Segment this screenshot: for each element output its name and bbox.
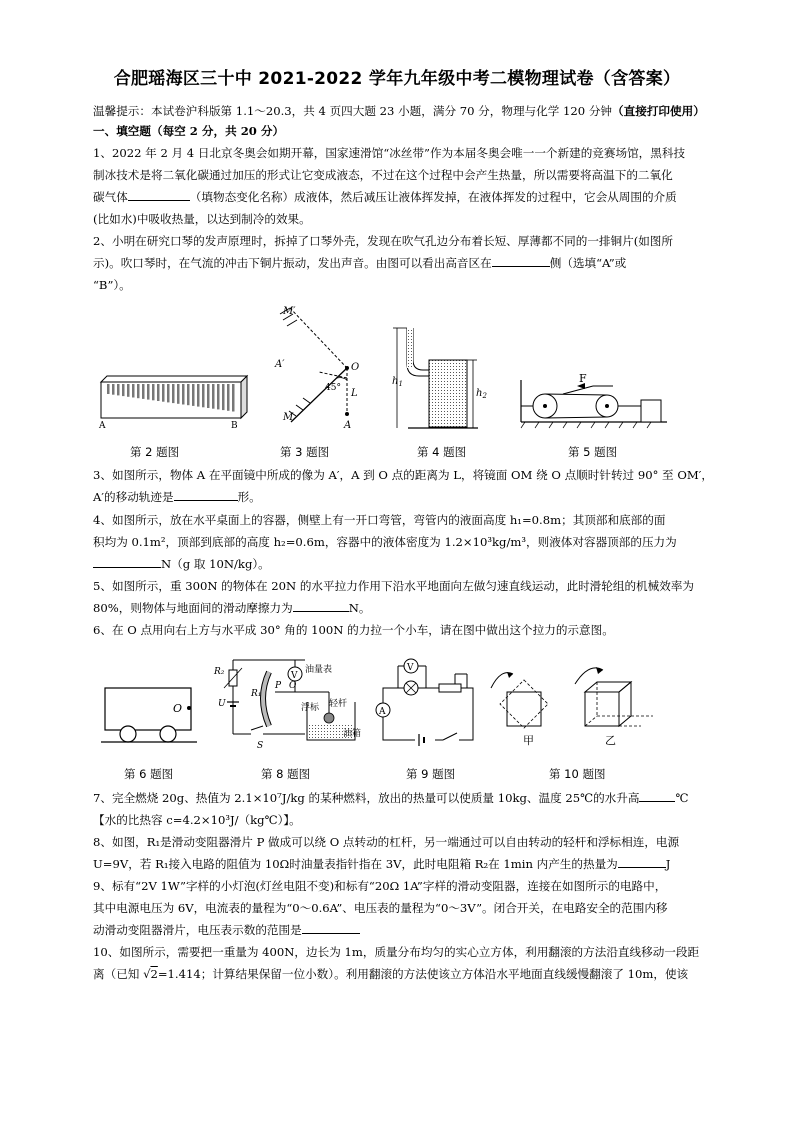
q3-answer-blank[interactable]	[174, 488, 238, 501]
harmonica-reed	[152, 384, 155, 400]
harmonica-reed	[202, 384, 205, 407]
harmonica-reed	[147, 384, 150, 400]
q2-text-b: 侧（选填“A”或	[549, 256, 627, 270]
fig4-caption: 第 4 题图	[417, 445, 467, 459]
q8-answer-blank[interactable]	[618, 855, 666, 868]
q9-answer-blank[interactable]	[302, 921, 360, 934]
harmonica-reed	[187, 384, 190, 405]
q8-text-b: J	[665, 857, 671, 871]
fig6-caption: 第 6 题图	[124, 767, 174, 781]
q1-line2: 制冰技术是将二氧化碳通过加压的形式让它变成液态，不过在这个过程中会产生热量，所以需要将高温下的二氧化	[93, 168, 673, 182]
q5-answer-blank[interactable]	[293, 599, 349, 612]
q3-line1: 3、如图所示，物体 A 在平面镜中所成的像为 A′，A 到 O 点的距离为 L，将镜面 OM 绕 O 点顺时针转过 90° 至 OM′，	[93, 468, 713, 482]
q10-text-b: =1.414；计算结果保留一位小数）。利用翻滚的方法使该立方体沿水平地面直线缓慢翻滚了 10m，使该	[157, 967, 689, 981]
fig2-label-b: B	[231, 421, 238, 431]
fig3-label-o: O	[351, 362, 360, 373]
harmonica-reed	[227, 384, 230, 411]
fig3-label-angle: 45°	[325, 383, 341, 393]
fig6-label-o: O	[173, 702, 183, 715]
harmonica-reed	[127, 384, 130, 397]
harmonica-figure	[98, 376, 247, 431]
fig10-label-jia: 甲	[523, 734, 534, 747]
harmonica-reed	[182, 384, 185, 405]
fig8-label-r1: R₁	[251, 689, 262, 699]
q5-line1: 5、如图所示，重 300N 的物体在 20N 的水平拉力作用下沿水平地面向左做匀速直线运动，此时滑轮组的机械效率为	[93, 579, 695, 593]
pulley-figure	[521, 372, 667, 428]
fig10-label-yi: 乙	[605, 734, 616, 747]
fig2-caption: 第 2 题图	[130, 445, 180, 459]
q4-text: N（g 取 10N/kg）。	[161, 557, 270, 571]
q1-line3	[93, 187, 705, 207]
harmonica-reed	[192, 384, 195, 406]
fig8-label-p: P	[275, 681, 282, 691]
harmonica-reed	[222, 384, 225, 410]
q2-line2	[93, 253, 705, 273]
q5-line2	[93, 598, 705, 618]
fuel-gauge-figure	[213, 660, 361, 751]
q5-text-a: 80%，则物体与地面间的滑动摩擦力为	[93, 601, 293, 615]
harmonica-reed	[112, 384, 115, 395]
q10-radicand: 2	[150, 967, 158, 981]
q4-line3	[93, 554, 705, 574]
fig3-caption: 第 3 题图	[280, 445, 330, 459]
fig3-label-m1: M′	[283, 306, 296, 317]
cart-figure	[101, 688, 197, 742]
fig3-label-m: M	[283, 412, 294, 423]
fig8-label-meter: 油量表	[305, 665, 333, 675]
harmonica-reed	[197, 384, 200, 407]
harmonica-reed	[172, 384, 175, 403]
fig3-label-a: A	[344, 420, 352, 431]
fig8-label-u: U	[218, 699, 226, 709]
q4-answer-blank[interactable]	[93, 555, 161, 568]
fig10-caption: 第 10 题图	[549, 767, 606, 781]
fig4-label-h1-sub: 1	[398, 380, 403, 388]
fig9-label-a: A	[379, 707, 386, 717]
q2-text-a: 示)。吹口琴时，在气流的冲击下铜片振动，发出声音。由图可以看出高音区在	[93, 256, 492, 270]
q7-text: 7、完全燃烧 20g、热值为 2.1×10⁷J/kg 的某种燃料，放出的热量可以使质量 10kg、温度 25℃的水升高	[93, 791, 640, 805]
q5-text-b: N。	[348, 601, 371, 615]
q7-line1	[93, 788, 705, 808]
harmonica-reed	[122, 384, 125, 396]
harmonica-reed	[107, 384, 110, 394]
fig8-label-lever: 轻杆	[329, 699, 348, 709]
figure-row-1	[93, 300, 713, 440]
fig3-label-a1: A′	[275, 359, 285, 370]
mirror-figure	[274, 306, 359, 431]
q6-line1: 6、在 O 点用向右上方与水平成 30° 角的 100N 的力拉一个小车，请在图中做出这个拉力的示意图。	[93, 623, 614, 637]
q2-line1: 2、小明在研究口琴的发声原理时，拆掉了口琴外壳，发现在吹气孔边分布着长短、厚薄都不同的一排铜片(如图所	[93, 234, 673, 248]
harmonica-reed	[217, 384, 220, 409]
harmonica-reed	[157, 384, 160, 401]
harmonica-reed	[132, 384, 135, 398]
q3-line2	[93, 487, 705, 507]
harmonica-reed	[212, 384, 215, 409]
q2-line3: “B”）。	[93, 278, 131, 292]
q8-line2	[93, 854, 705, 874]
q7-unit: ℃	[675, 791, 689, 805]
q3-text-b: 形。	[237, 490, 261, 504]
harmonica-reed	[167, 384, 170, 402]
q2-answer-blank[interactable]	[492, 254, 550, 267]
q3-text-a: A′的移动轨迹是	[93, 490, 174, 504]
notice-line	[93, 101, 705, 121]
fig4-label-h2: h	[476, 388, 483, 399]
q7-answer-blank[interactable]	[639, 789, 675, 802]
fig4-label-h1: h	[392, 376, 399, 387]
notice-text: 温馨提示：本试卷沪科版第 1.1～20.3，共 4 页四大题 23 小题，满分 70 分，物理与化学 120 分钟	[93, 104, 613, 118]
q9-text: 动滑动变阻器滑片，电压表示数的范围是	[93, 923, 302, 937]
q1-text-b: （填物态变化名称）成液体，然后减压让液体挥发掉，在液体挥发的过程中，它会从周围的介质	[189, 190, 677, 204]
q8-text-a: U=9V，若 R₁接入电路的阻值为 10Ω时油量表指针指在 3V，此时电阻箱 R₂在 1min 内产生的热量为	[93, 857, 618, 871]
page-title: 合肥瑶海区三十中 2021-2022 学年九年级中考二模物理试卷（含答案）	[113, 69, 681, 89]
figure-row-2	[93, 644, 713, 762]
q10-line1: 10、如图所示，需要把一重量为 400N，边长为 1m，质量分布均匀的实心立方体，利用翻滚的方法沿直线移动一段距	[93, 945, 700, 959]
lamp-circuit-figure	[376, 659, 473, 748]
notice-bold: （直接打印使用）	[612, 104, 705, 118]
q1-answer-blank[interactable]	[128, 188, 190, 201]
fig8-label-s: S	[257, 741, 264, 751]
q9-line1: 9、标有“2V 1W”字样的小灯泡(灯丝电阻不变)和标有“20Ω 1A”字样的滑动变阻器，连接在如图所示的电路中，	[93, 879, 667, 893]
cube-figure	[491, 667, 653, 747]
fig9-label-v: V	[407, 663, 414, 673]
q9-line2: 其中电源电压为 6V，电流表的量程为“0～0.6A”、电压表的量程为“0～3V”。闭合开关，在电路安全的范围内移	[93, 901, 668, 915]
fig8-label-tank: 油箱	[343, 729, 362, 739]
q8-line1: 8、如图，R₁是滑动变阻器滑片 P 做成可以绕 O 点转动的杠杆，另一端通过可以自由转动的轻杆和浮标相连，电源	[93, 835, 680, 849]
fig8-caption: 第 8 题图	[261, 767, 311, 781]
harmonica-reed	[162, 384, 165, 402]
fig9-caption: 第 9 题图	[406, 767, 456, 781]
section-heading: 一、填空题（每空 2 分，共 20 分）	[93, 124, 285, 138]
fig8-meter-v: V	[291, 671, 298, 681]
q4-line1: 4、如图所示，放在水平桌面上的容器，侧壁上有一开口弯管，弯管内的液面高度 h₁=0.8m；其顶部和底部的面	[93, 513, 666, 527]
fig3-label-l: L	[351, 388, 358, 399]
harmonica-reed	[232, 384, 235, 412]
container-figure	[392, 328, 487, 428]
fig2-label-a: A	[99, 421, 106, 431]
fig8-label-r2: R₂	[214, 667, 225, 677]
q10-text-a: 离（已知	[93, 967, 144, 981]
svg-text:h2	[476, 388, 487, 400]
q7-line2: 【水的比热容 c=4.2×10³J/（kg℃）】。	[93, 813, 301, 827]
harmonica-reed	[117, 384, 120, 395]
harmonica-reed	[177, 384, 180, 404]
q1-line1: 1、2022 年 2 月 4 日北京冬奥会如期开幕，国家速滑馆“冰丝带”作为本届冬奥会唯一一个新建的竞赛场馆，黑科技	[93, 146, 686, 160]
q1-line4: (比如水)中吸收热量，以达到制冷的效果。	[93, 212, 311, 226]
q4-line2: 积均为 0.1m²，顶部到底部的高度 h₂=0.6m，容器中的液体密度为 1.2×10³kg/m³，则液体对容器顶部的压力为	[93, 535, 677, 549]
harmonica-reed	[142, 384, 145, 399]
q9-line3	[93, 920, 705, 940]
fig8-label-o: O	[289, 681, 297, 691]
harmonica-reed	[137, 384, 140, 398]
fig5-caption: 第 5 题图	[568, 445, 618, 459]
fig5-label-f: F	[579, 372, 587, 385]
svg-text:h1	[392, 376, 403, 388]
harmonica-reed	[207, 384, 210, 408]
sqrt-symbol: √	[143, 967, 151, 981]
q1-text-a: 碳气体	[93, 190, 128, 204]
fig4-label-h2-sub: 2	[482, 392, 487, 400]
fig8-label-float: 浮标	[301, 703, 320, 713]
q10-line2	[93, 964, 705, 984]
